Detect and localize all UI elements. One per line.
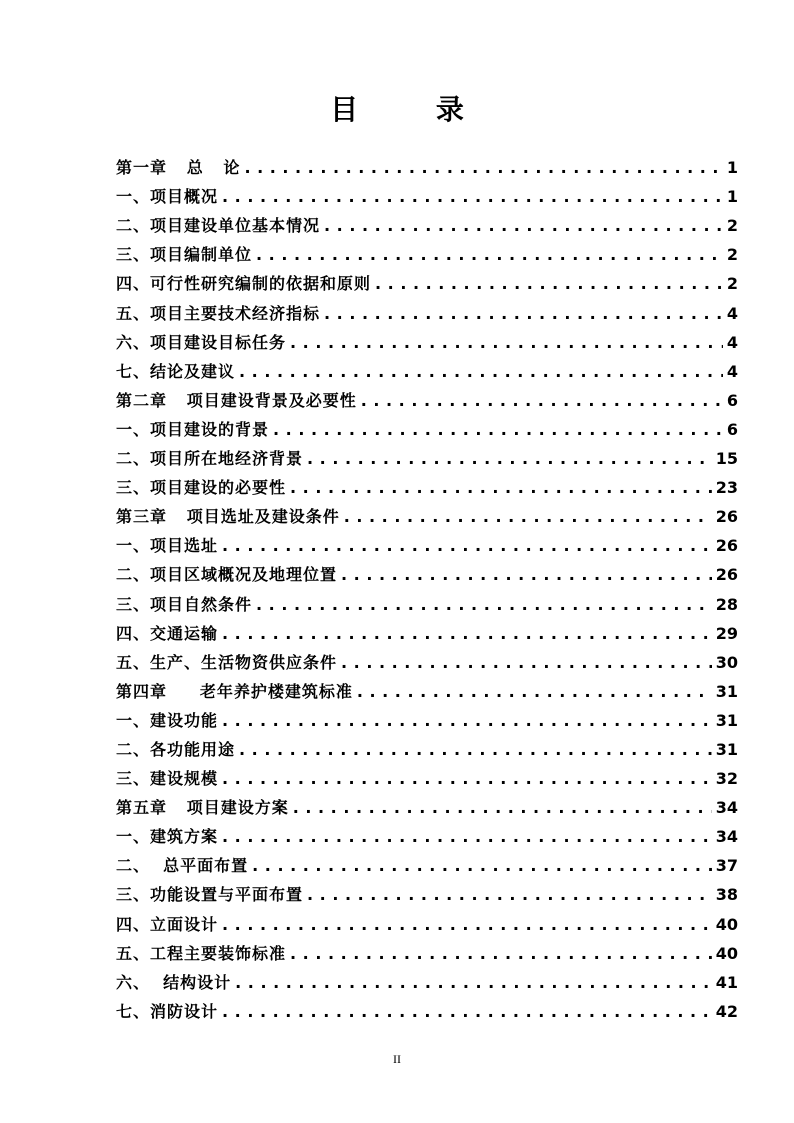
toc-entry-page-number: 34 <box>715 798 738 818</box>
toc-entry-page-number: 6 <box>726 390 738 410</box>
toc-entry-label: 一、项目建设的背景 <box>116 419 270 439</box>
toc-entry-label: 七、消防设计 <box>116 1001 219 1021</box>
toc-entry-page-number: 2 <box>726 274 738 294</box>
toc-entry-page-number: 26 <box>715 565 738 585</box>
toc-dot-leader <box>256 595 712 615</box>
toc-entry-page-number: 40 <box>715 943 738 963</box>
toc-dot-leader <box>290 478 712 498</box>
toc-dot-leader <box>273 420 723 440</box>
toc-section-entry[interactable] <box>116 644 738 673</box>
toc-dot-leader <box>307 449 712 469</box>
toc-entry-page-number: 31 <box>715 710 738 730</box>
toc-chapter-entry[interactable] <box>116 382 738 411</box>
toc-entry-label: 第三章 项目选址及建设条件 <box>116 507 340 527</box>
toc-entry-label: 第一章 总 论 <box>116 158 241 178</box>
toc-entry-page-number: 4 <box>726 332 738 352</box>
toc-entry-label: 二、 总平面布置 <box>116 856 249 876</box>
toc-section-entry[interactable] <box>116 527 738 556</box>
toc-dot-leader <box>344 507 712 527</box>
toc-section-entry[interactable] <box>116 847 738 876</box>
toc-entry-page-number: 23 <box>715 478 738 498</box>
toc-section-entry[interactable] <box>116 265 738 294</box>
toc-entry-label: 二、项目区域概况及地理位置 <box>116 565 338 585</box>
toc-section-entry[interactable] <box>116 935 738 964</box>
toc-section-entry[interactable] <box>116 236 738 265</box>
toc-dot-leader <box>341 653 712 673</box>
toc-chapter-entry[interactable] <box>116 149 738 178</box>
toc-section-entry[interactable] <box>116 585 738 614</box>
toc-entry-label: 四、立面设计 <box>116 914 219 934</box>
toc-entry-label: 四、可行性研究编制的依据和原则 <box>116 274 372 294</box>
toc-chapter-entry[interactable] <box>116 789 738 818</box>
toc-entry-label: 第二章 项目建设背景及必要性 <box>116 390 357 410</box>
toc-dot-leader <box>252 856 712 876</box>
toc-dot-leader <box>222 187 723 207</box>
toc-entry-label: 五、工程主要装饰标准 <box>116 943 287 963</box>
toc-entry-page-number: 38 <box>715 885 738 905</box>
toc-section-entry[interactable] <box>116 411 738 440</box>
toc-entry-label: 第五章 项目建设方案 <box>116 798 289 818</box>
toc-entry-label: 三、项目编制单位 <box>116 245 253 265</box>
toc-entry-label: 第四章 老年养护楼建筑标准 <box>116 681 353 701</box>
toc-section-entry[interactable] <box>116 469 738 498</box>
toc-section-entry[interactable] <box>116 440 738 469</box>
toc-dot-leader <box>239 740 712 760</box>
toc-entry-label: 五、项目主要技术经济指标 <box>116 303 321 323</box>
toc-dot-leader <box>244 158 722 178</box>
toc-entry-label: 三、项目自然条件 <box>116 594 253 614</box>
toc-section-entry[interactable] <box>116 178 738 207</box>
toc-dot-leader <box>222 769 712 789</box>
toc-section-entry[interactable] <box>116 876 738 905</box>
toc-dot-leader <box>222 624 712 644</box>
toc-dot-leader <box>290 944 712 964</box>
toc-dot-leader <box>222 536 712 556</box>
toc-entry-page-number: 15 <box>715 449 738 469</box>
toc-entry-label: 三、项目建设的必要性 <box>116 478 287 498</box>
toc-dot-leader <box>375 274 723 294</box>
toc-entry-label: 二、项目建设单位基本情况 <box>116 216 321 236</box>
toc-entry-label: 六、 结构设计 <box>116 972 232 992</box>
toc-section-entry[interactable] <box>116 556 738 585</box>
toc-entry-label: 二、项目所在地经济背景 <box>116 449 304 469</box>
table-of-contents <box>116 149 738 1022</box>
toc-section-entry[interactable] <box>116 905 738 934</box>
toc-section-entry[interactable] <box>116 353 738 382</box>
toc-section-entry[interactable] <box>116 760 738 789</box>
toc-entry-page-number: 4 <box>726 361 738 381</box>
toc-entry-page-number: 1 <box>726 158 738 178</box>
toc-entry-page-number: 26 <box>715 536 738 556</box>
toc-entry-label: 四、交通运输 <box>116 623 219 643</box>
toc-entry-page-number: 6 <box>726 419 738 439</box>
toc-dot-leader <box>324 304 723 324</box>
toc-dot-leader <box>239 362 723 382</box>
toc-entry-label: 一、建设功能 <box>116 710 219 730</box>
toc-section-entry[interactable] <box>116 207 738 236</box>
toc-dot-leader <box>293 798 712 818</box>
toc-dot-leader <box>290 333 723 353</box>
toc-entry-label: 五、生产、生活物资供应条件 <box>116 652 338 672</box>
toc-entry-page-number: 40 <box>715 914 738 934</box>
toc-section-entry[interactable] <box>116 615 738 644</box>
toc-section-entry[interactable] <box>116 993 738 1022</box>
toc-entry-page-number: 32 <box>715 769 738 789</box>
toc-section-entry[interactable] <box>116 294 738 323</box>
toc-entry-page-number: 4 <box>726 303 738 323</box>
toc-entry-label: 二、各功能用途 <box>116 739 236 759</box>
toc-dot-leader <box>222 827 712 847</box>
toc-entry-page-number: 37 <box>715 856 738 876</box>
toc-entry-page-number: 31 <box>715 681 738 701</box>
toc-entry-page-number: 28 <box>715 594 738 614</box>
toc-section-entry[interactable] <box>116 818 738 847</box>
toc-dot-leader <box>256 245 723 265</box>
toc-entry-page-number: 1 <box>726 187 738 207</box>
toc-entry-label: 一、项目选址 <box>116 536 219 556</box>
toc-entry-page-number: 2 <box>726 216 738 236</box>
toc-entry-page-number: 31 <box>715 739 738 759</box>
toc-dot-leader <box>341 565 712 585</box>
toc-section-entry[interactable] <box>116 324 738 353</box>
toc-entry-page-number: 41 <box>715 972 738 992</box>
toc-section-entry[interactable] <box>116 964 738 993</box>
toc-dot-leader <box>357 682 712 702</box>
toc-entry-page-number: 34 <box>715 827 738 847</box>
page-number: II <box>393 1052 401 1066</box>
toc-entry-page-number: 2 <box>726 245 738 265</box>
toc-entry-label: 七、结论及建议 <box>116 361 236 381</box>
toc-dot-leader <box>324 216 723 236</box>
toc-dot-leader <box>307 885 712 905</box>
toc-chapter-entry[interactable] <box>116 673 738 702</box>
toc-dot-leader <box>222 711 712 731</box>
toc-dot-leader <box>361 391 723 411</box>
toc-entry-page-number: 26 <box>715 507 738 527</box>
toc-entry-page-number: 30 <box>715 652 738 672</box>
toc-entry-label: 三、功能设置与平面布置 <box>116 885 304 905</box>
toc-entry-page-number: 42 <box>715 1001 738 1021</box>
page-title: 目 录 <box>330 93 498 126</box>
toc-entry-label: 三、建设规模 <box>116 769 219 789</box>
toc-dot-leader <box>222 1002 712 1022</box>
toc-dot-leader <box>235 973 712 993</box>
toc-dot-leader <box>222 915 712 935</box>
toc-section-entry[interactable] <box>116 731 738 760</box>
toc-entry-label: 六、项目建设目标任务 <box>116 332 287 352</box>
toc-entry-label: 一、建筑方案 <box>116 827 219 847</box>
toc-entry-label: 一、项目概况 <box>116 187 219 207</box>
toc-chapter-entry[interactable] <box>116 498 738 527</box>
toc-entry-page-number: 29 <box>715 623 738 643</box>
toc-section-entry[interactable] <box>116 702 738 731</box>
